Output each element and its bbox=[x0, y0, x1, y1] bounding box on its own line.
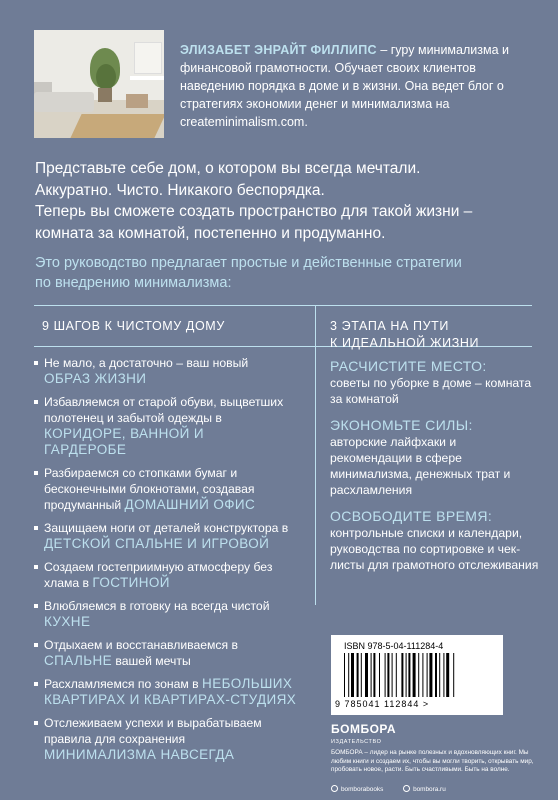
lead-line-1: Это руководство предлагает простые и действенные стратегии bbox=[35, 255, 462, 271]
step-highlight: МИНИМАЛИЗМА НАВСЕГДА bbox=[44, 747, 235, 762]
isbn-text: ISBN 978-5-04-111284-4 bbox=[344, 641, 444, 651]
list-item: Влюбляемся в готовку на всегда чистой КУХНЕ bbox=[34, 598, 284, 630]
step-highlight: КОРИДОРЕ, ВАННОЙ И ГАРДЕРОБЕ bbox=[44, 426, 204, 457]
list-item: Не мало, а достаточно – ваш новый ОБРАЗ ЖИЗНИ bbox=[34, 355, 276, 387]
step-highlight: ДЕТСКОЙ СПАЛЬНЕ И ИГРОВОЙ bbox=[44, 536, 270, 551]
stages-heading-line-2: К ИДЕАЛЬНОЙ ЖИЗНИ bbox=[330, 336, 480, 350]
step-highlight: ДОМАШНИЙ ОФИС bbox=[124, 497, 256, 512]
instagram-icon bbox=[331, 785, 338, 792]
stages-heading bbox=[330, 318, 479, 352]
stage-text: авторские лайфхаки и рекомендации в сфере минимализма, денежных трат и расхламления bbox=[330, 435, 511, 497]
step-highlight: ОБРАЗ ЖИЗНИ bbox=[44, 371, 147, 386]
step-highlight: ГОСТИНОЙ bbox=[92, 575, 170, 590]
author-bio bbox=[180, 41, 540, 131]
list-item: Отслеживаем успехи и вырабатываем правила для сохранения МИНИМАЛИЗМА НАВСЕГДА bbox=[34, 715, 284, 763]
stage-item bbox=[330, 507, 540, 573]
author-bio-line1: – гуру bbox=[376, 43, 415, 57]
intro-text bbox=[35, 158, 535, 244]
column-divider bbox=[315, 305, 316, 605]
stages-list bbox=[330, 357, 540, 582]
step-highlight: КУХНЕ bbox=[44, 614, 91, 629]
publisher-logo bbox=[331, 722, 396, 749]
step-highlight: СПАЛЬНЕ bbox=[44, 653, 113, 668]
intro-line-2: Аккуратно. Чисто. Никакого беспорядка. bbox=[35, 181, 325, 199]
author-photo bbox=[34, 30, 164, 138]
list-item: Избавляемся от старой обуви, выцветших полотенец и забытой одежды в КОРИДОРЕ, ВАННОЙ И ГАРДЕРОБЕ bbox=[34, 394, 284, 458]
barcode-bars bbox=[344, 653, 490, 697]
step-highlight: НЕБОЛЬШИХ КВАРТИРАХ И КВАРТИРАХ-СТУДИЯХ bbox=[44, 676, 297, 707]
stage-item bbox=[330, 416, 540, 498]
stage-title: ОСВОБОДИТЕ ВРЕМЯ: bbox=[330, 508, 493, 524]
table-top-divider bbox=[34, 305, 532, 306]
steps-heading: 9 ШАГОВ К ЧИСТОМУ ДОМУ bbox=[42, 319, 225, 333]
steps-list bbox=[34, 355, 309, 770]
list-item: Расхламляемся по зонам в НЕБОЛЬШИХ КВАРТИРАХ И КВАРТИРАХ-СТУДИЯХ bbox=[34, 676, 309, 708]
author-bio-rest: минимализма и финансовой грамотности. Обучает своих клиентов наведению порядка в доме и в жизни. Она ведет блог о стратегиях экономии денег и минимализма на createminimalism.com. bbox=[180, 43, 509, 129]
intro-line-3: Теперь вы сможете создать пространство для такой жизни – bbox=[35, 203, 473, 220]
web-icon bbox=[403, 785, 410, 792]
barcode bbox=[331, 635, 503, 715]
publisher-sub: ИЗДАТЕЛЬСТВО bbox=[331, 739, 382, 745]
publisher-description: БОМБОРА – лидер на рынке полезных и вдохновляющих книг. Мы любим книги и создаем их, чтобы вы могли творить, открывать мир, пробовать новое, расти. Быть счастливыми. Быть на волне. bbox=[331, 749, 534, 773]
list-item: Разбираемся со стопками бумаг и бесконечными блокнотами, создавая продуманный ДОМАШНИЙ ОФИС bbox=[34, 465, 282, 513]
stage-title: ЭКОНОМЬТЕ СИЛЫ: bbox=[330, 417, 473, 433]
lead-line-2: по внедрению минимализма: bbox=[35, 275, 232, 291]
lead-text bbox=[35, 253, 535, 293]
publisher-name: БОМБОРА bbox=[331, 722, 397, 736]
stage-item bbox=[330, 357, 540, 407]
social-link-2[interactable]: bombora.ru bbox=[403, 786, 455, 793]
social-link-1[interactable]: bomborabooks bbox=[331, 786, 392, 793]
publisher-socials bbox=[331, 785, 464, 793]
intro-line-1: Представьте себе дом, о котором вы всегда мечтали. bbox=[35, 160, 421, 177]
ean-digits: 9 785041 112844 > bbox=[335, 699, 430, 709]
list-item: Отдыхаем и восстанавливаемся в СПАЛЬНЕ вашей мечты bbox=[34, 637, 284, 669]
intro-line-4: комната за комнатой, постепенно и продуманно. bbox=[35, 224, 386, 242]
list-item: Создаем гостеприимную атмосферу без хлама в ГОСТИНОЙ bbox=[34, 559, 294, 591]
stage-title: РАСЧИСТИТЕ МЕСТО: bbox=[330, 358, 487, 374]
author-name: ЭЛИЗАБЕТ ЭНРАЙТ ФИЛЛИПС bbox=[180, 43, 377, 57]
list-item: Защищаем ноги от деталей конструктора в ДЕТСКОЙ СПАЛЬНЕ И ИГРОВОЙ bbox=[34, 520, 294, 552]
stage-text: советы по уборке в доме – комната за комнатой bbox=[330, 376, 532, 406]
stages-heading-line-1: 3 ЭТАПА НА ПУТИ bbox=[330, 319, 450, 333]
stage-text: контрольные списки и календари, руководства по сортировке и чек-листы для грамотного отслеживания bbox=[330, 526, 539, 572]
